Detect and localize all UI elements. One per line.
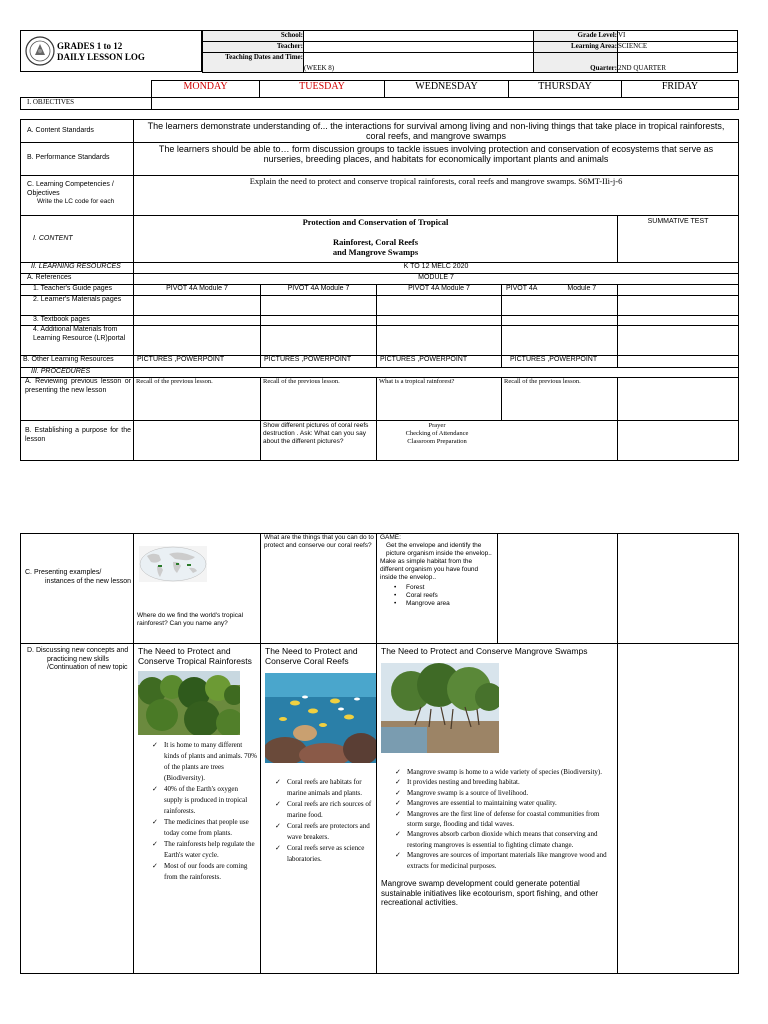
rainforest-point: ✓ The rainforests help regulate the Earth's water cycle. [150,839,257,861]
days-header [20,80,739,110]
day-wednesday: WEDNESDAY [385,81,509,98]
mangrove-photo [381,663,499,753]
content-title-3: and Mangrove Swamps [332,247,419,257]
teacher-label: Teacher: [203,42,304,53]
deped-seal-icon [25,35,55,67]
mangrove-title: The Need to Protect and Conserve Mangrove Swamps [381,646,588,656]
teacher-value [304,42,534,53]
area-value: SCIENCE [618,42,738,53]
game-text-1: Get the envelope and identify the picture organism inside the envelop.. [386,542,492,557]
world-map-icon [139,546,207,582]
review-wed: What is a tropical rainforest? [377,378,502,421]
dates-label: Teaching Dates and Time: [203,53,304,73]
day-thursday: THURSDAY [509,81,622,98]
game-item-coral: • Coral reefs [394,592,495,600]
procedures-label: III. PROCEDURES [21,368,134,378]
review-tue: Recall of the previous lesson. [261,378,377,421]
header-title-1: GRADES 1 to 12 [57,41,123,51]
coral-point: ✓ Coral reefs are habitats for marine animals and plants. [273,777,373,799]
summative-test: SUMMATIVE TEST [618,216,739,263]
performance-text: The learners should be able to… form discussion groups to tackle issues involving protection and conservation of ecosystems that serve as nurseries, breeding places, and habitats for economically important plants and animals [134,143,739,176]
tg-label: 1. Teacher's Guide pages [21,285,134,296]
purpose-wed-3: Classroom Preparation [407,438,467,445]
coral-point: ✓ Coral reefs are rich sources of marine food. [273,799,373,821]
rainforest-title: The Need to Protect and Conserve Tropical Rainforests [138,646,252,666]
content-standards-label: A. Content Standards [21,120,134,143]
game-text-2: Make as simple habitat from the different organism you have found inside the envelop.. [380,558,479,581]
mangrove-point: ✓ Mangroves are essential to maintaining water quality. [393,798,613,808]
content-title-2: Rainforest, Coral Reefs [332,237,419,247]
day-monday: MONDAY [152,81,260,98]
quarter-label: Quarter: [534,53,618,73]
review-thu: Recall of the previous lesson. [502,378,618,421]
references-label: A. References [21,274,134,285]
resources-label: II. LEARNING RESOURCES [21,263,134,274]
mangrove-point: ✓ Mangroves absorb carbon dioxide which means that conserving and restoring mangroves is essential to fighting climate change. [393,829,613,850]
game-item-mangrove: • Mangrove area [394,600,495,608]
header-info-table [202,30,738,73]
coral-reef-photo [265,673,377,763]
game-item-forest: • Forest [394,584,495,592]
mangrove-point: ✓ Mangrove swamp is a source of livelihood. [393,788,613,798]
references-value: MODULE 7 [134,274,739,285]
day-friday: FRIDAY [622,81,739,98]
rainforest-photo [138,671,240,735]
other-thu: PICTURES ,POWERPOINT [502,356,618,368]
mangrove-point: ✓ Mangroves are sources of important materials like mangrove wood and extracts for medicinal purposes. [393,850,613,871]
mangrove-point: ✓ Mangrove swamp is home to a wide variety of species (Biodiversity). [393,767,613,777]
dates-value: (WEEK 8) [304,53,534,73]
am-label: 4. Additional Materials from Learning Resource (LR)portal [21,326,134,356]
coral-point: ✓ Coral reefs are protectors and wave breakers. [273,821,373,843]
other-wed: PICTURES ,POWERPOINT [377,356,502,368]
review-mon: Recall of the previous lesson. [134,378,261,421]
rainforest-point: ✓ Most of our foods are coming from the rainforests. [150,861,257,883]
mangrove-footer: Mangrove swamp development could generate potential sustainable initiatives like ecotourism, sport fishing, and other recreational activities. [381,879,598,908]
competencies-label: C. Learning Competencies / Objectives [27,181,114,197]
tg-wed: PIVOT 4A Module 7 [377,285,502,296]
rainforest-point: ✓ It is home to many different kinds of plants and animals. 70% of the plants are trees (Biodiversity). [150,740,257,784]
mangrove-point: ✓ It provides nesting and breeding habitat. [393,777,613,787]
competencies-text: Explain the need to protect and conserve tropical rainforests, coral reefs and mangrove swamps. S6MT-IIi-j-6 [134,176,739,216]
examples-label: C. Presenting examples/ instances of the new lesson [25,569,131,585]
resources-value: K TO 12 MELC 2020 [134,263,739,274]
lesson-table-page2 [20,533,739,974]
content-standards-text: The learners demonstrate understanding of... the interactions for survival among living and non-living things that take place in tropical rainforests, coral reefs, and mangrove swamps [134,120,739,143]
objectives-label: I. OBJECTIVES [21,98,152,110]
quarter-value: 2ND QUARTER [618,53,738,73]
tg-thu-b: Module 7 [567,285,597,292]
tg-thu-a: PIVOT 4A [506,285,538,292]
school-label: School: [203,31,304,42]
header-logo-box [20,30,202,72]
examples-tue: What are the things that you can do to protect and conserve our coral reefs? [261,534,377,644]
area-label: Learning Area: [534,42,618,53]
purpose-wed-1: Prayer [428,422,446,429]
header-title-2: DAILY LESSON LOG [57,52,145,62]
lm-label: 2. Learner's Materials pages [21,296,134,316]
rainforest-point: ✓ 40% of the Earth's oxygen supply is produced in tropical rainforests. [150,784,257,817]
tb-label: 3. Textbook pages [21,316,134,326]
competencies-sub: Write the LC code for each [37,198,115,205]
rainforest-point: ✓ The medicines that people use today come from plants. [150,817,257,839]
purpose-tue: Show different pictures of coral reefs destruction . Ask: What can you say about the different pictures? [261,421,377,461]
mangrove-point: ✓ Mangroves are the first line of defense for coastal communities from storm surge, flooding and tidal waves. [393,809,613,830]
purpose-label: B. Establishing a purpose for the lesson [21,421,134,461]
tg-tue: PIVOT 4A Module 7 [261,285,377,296]
grade-label: Grade Level: [534,31,618,42]
examples-mon: Where do we find the world's tropical rainforest? Can you name any? [137,612,244,627]
other-label: B. Other Learning Resources [21,356,134,368]
day-tuesday: TUESDAY [260,81,385,98]
tg-mon: PIVOT 4A Module 7 [134,285,261,296]
game-title: GAME: [380,534,401,541]
content-title-1: Protection and Conservation of Tropical [302,217,449,227]
grade-value: VI [618,31,738,42]
performance-label: B. Performance Standards [21,143,134,176]
coral-point: ✓ Coral reefs serve as science laboratories. [273,843,373,865]
other-tue: PICTURES ,POWERPOINT [261,356,377,368]
review-label: A. Reviewing previous lesson or presenting the new lesson [21,378,134,421]
discuss-label: D. Discussing new concepts and practicing new skills /Continuation of new topic [27,647,129,671]
school-value [304,31,534,42]
other-mon: PICTURES ,POWERPOINT [134,356,261,368]
purpose-wed-2: Checking of Attendance [405,430,469,437]
lesson-table-page1 [20,119,739,461]
coral-title: The Need to Protect and Conserve Coral Reefs [265,646,358,666]
content-label: I. CONTENT [21,216,134,263]
